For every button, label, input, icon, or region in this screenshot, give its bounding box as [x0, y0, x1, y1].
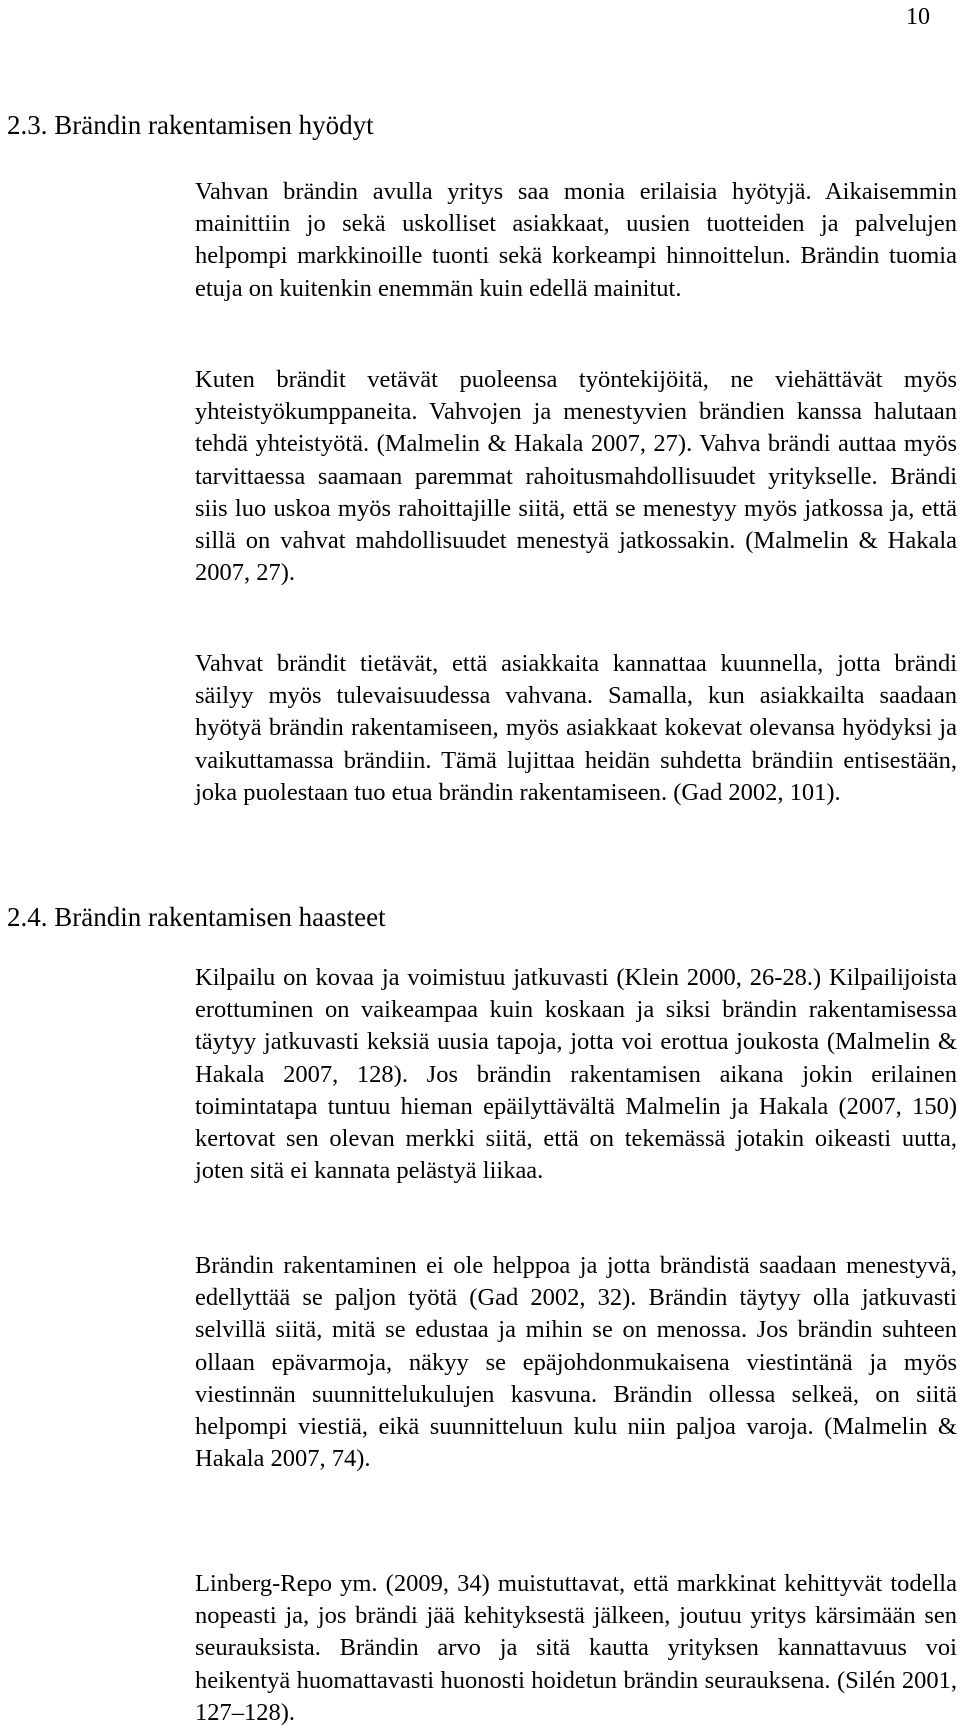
paragraph-benefits-partners-financing: Kuten brändit vetävät puoleensa työntekijöitä, ne viehättävät myös yhteistyökumppaneita. Vahvojen ja menestyvien brändien kanssa halutaan tehdä yhteistyötä. (Malmelin & Hakala 2007, 27). Vahva brändi auttaa myös tarvittaessa saamaan paremmat rahoitusmahdollisuudet yritykselle. Brändi siis luo uskoa myös rahoittajille siitä, että se menestyy myös jatkossa ja, että sillä on vahvat mahdollisuudet menestyä jatkossakin. (Malmelin & Hakala 2007, 27).	[195, 366, 957, 587]
paragraph-challenges-effort: Brändin rakentaminen ei ole helppoa ja jotta brändistä saadaan menestyvä, edellyttää se paljon työtä (Gad 2002, 32). Brändin täytyy olla jatkuvasti selvillä siitä, mitä se edustaa ja mihin se on menossa. Jos brändin suhteen ollaan epävarmoja, näkyy se epäjohdonmukaisena viestintänä ja myös viestinnän suunnittelukulujen kasvuna. Brändin ollessa selkeä, on siitä helpompi viestiä, eikä suunnitteluun kulu niin paljoa varoja. (Malmelin & Hakala 2007, 74).	[195, 1252, 957, 1473]
paragraph-benefits-listening-customers: Vahvat brändit tietävät, että asiakkaita kannattaa kuunnella, jotta brändi säilyy myös tulevaisuudessa vahvana. Samalla, kun asiakkailta saadaan hyötyä brändin rakentamiseen, myös asiakkaat kokevat olevansa hyödyksi ja vaikuttamassa brändiin. Tämä lujittaa heidän suhdetta brändiin entisestään, joka puolestaan tuo etua brändin rakentamiseen. (Gad 2002, 101).	[195, 650, 957, 806]
paragraph-benefits-intro: Vahvan brändin avulla yritys saa monia erilaisia hyötyjä. Aikaisemmin mainittiin jo sekä uskolliset asiakkaat, uusien tuotteiden ja palvelujen helpompi markkinoille tuonti sekä korkeampi hinnoittelun. Brändin tuomia etuja on kuitenkin enemmän kuin edellä mainitut.	[195, 178, 957, 302]
section-heading-brand-building-challenges: 2.4. Brändin rakentamisen haasteet	[7, 902, 386, 932]
page-number: 10	[906, 4, 930, 30]
paragraph-challenges-market-speed: Linberg-Repo ym. (2009, 34) muistuttavat, että markkinat kehittyvät todella nopeasti ja, jos brändi jää kehityksestä jälkeen, joutuu yritys kärsimään sen seurauksista. Brändin arvo ja sitä kautta yrityksen kannattavuus voi heikentyä huomattavasti huonosti hoidetun brändin seurauksena. (Silén 2001, 127–128).	[195, 1570, 957, 1726]
section-heading-brand-building-benefits: 2.3. Brändin rakentamisen hyödyt	[7, 110, 374, 140]
paragraph-challenges-competition: Kilpailu on kovaa ja voimistuu jatkuvasti (Klein 2000, 26-28.) Kilpailijoista erottuminen on vaikeampaa kuin koskaan ja siksi brändin rakentamisessa täytyy jatkuvasti keksiä uusia tapoja, jotta voi erottua joukosta (Malmelin & Hakala 2007, 128). Jos brändin rakentamisen aikana jokin erilainen toimintatapa tuntuu hieman epäilyttävältä Malmelin ja Hakala (2007, 150) kertovat sen olevan merkki siitä, että on tekemässä jotakin oikeasti uutta, joten sitä ei kannata pelästyä liikaa.	[195, 964, 957, 1185]
